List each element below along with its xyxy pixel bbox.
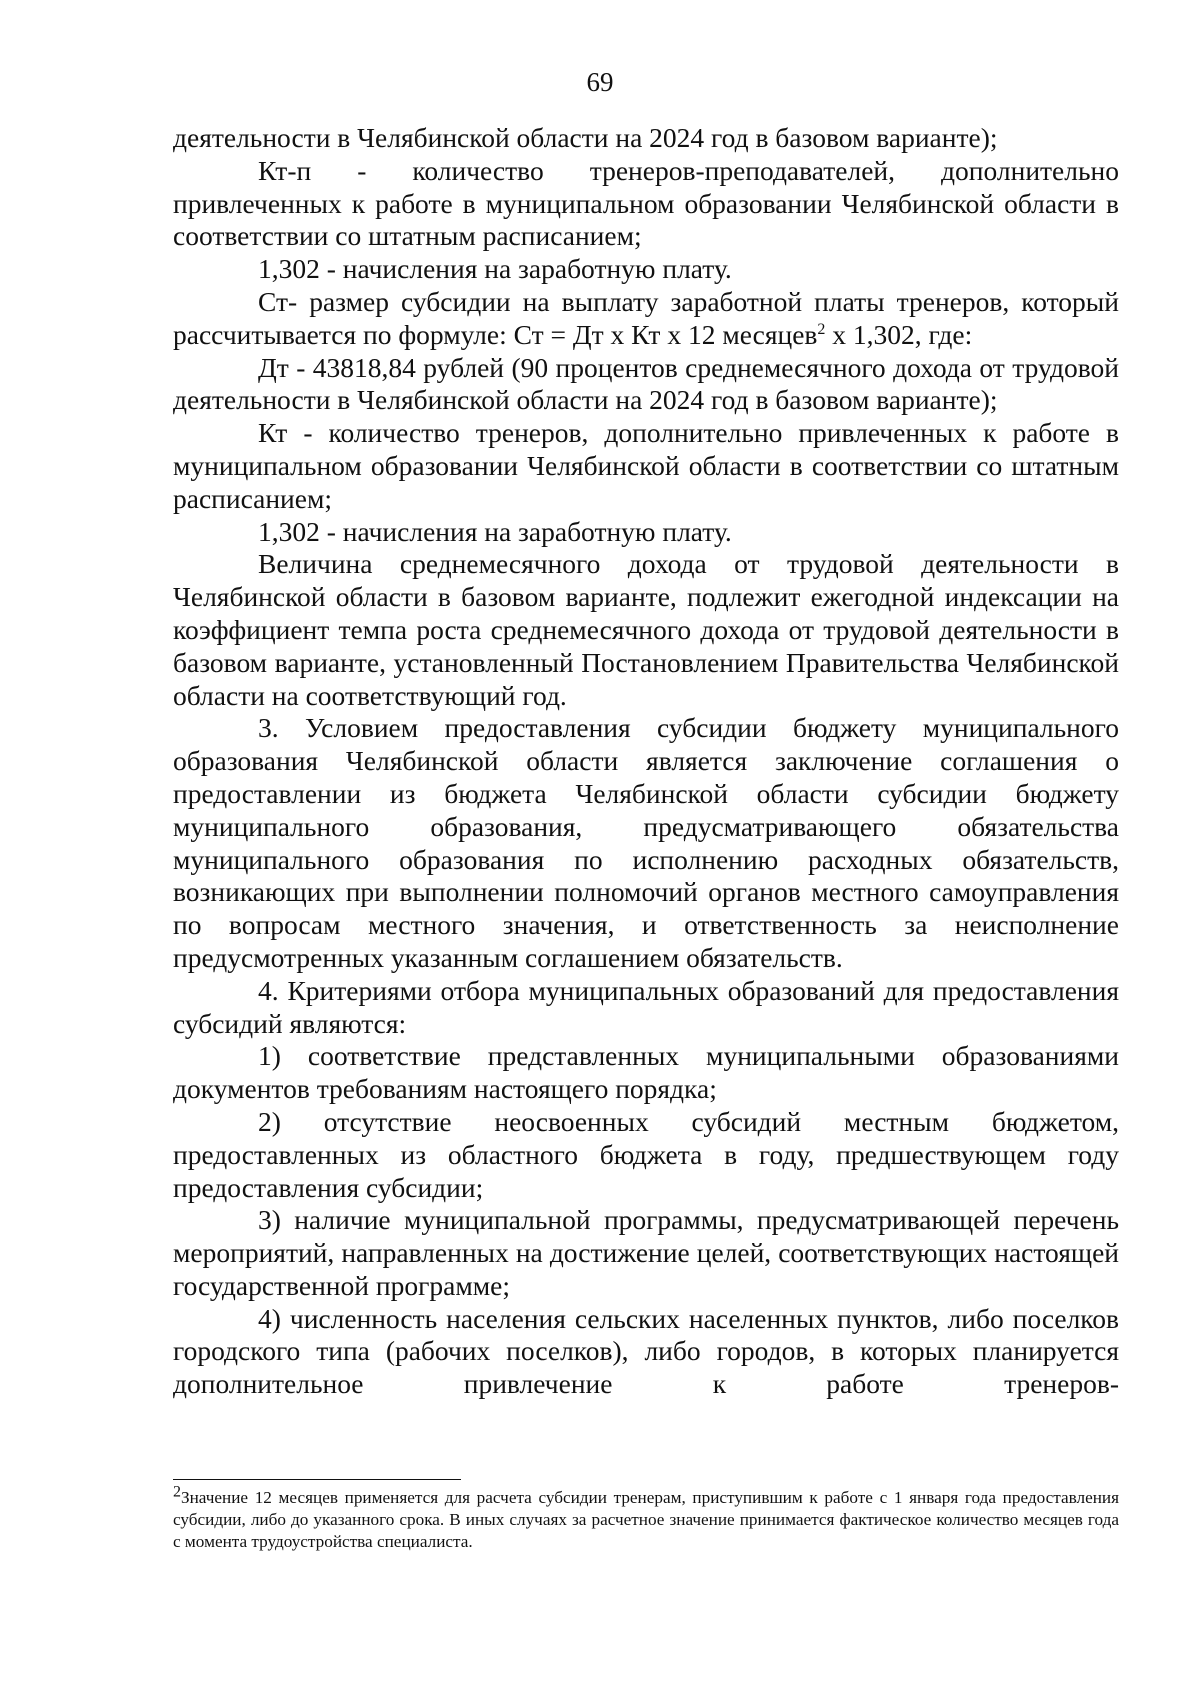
paragraph: 3. Условием предоставления субсидии бюджету муниципального образования Челябинской области является заключение соглашения о предоставлении из бюджета Челябинской области субсидии бюджету муниципального образования, предусматривающего обязательства муниципального образования по исполнению расходных обязательств, возникающих при выполнении полномочий органов местного самоуправления по вопросам местного значения, и ответственность за неисполнение предусмотренных указанным соглашением обязательств. <box>173 712 1119 973</box>
footnote-reference: 2 <box>817 320 826 338</box>
paragraph: 1,302 - начисления на заработную плату. <box>258 253 732 285</box>
footnote-separator <box>173 1479 461 1480</box>
list-item: 4) численность населения сельских населенных пунктов, либо поселков городского типа (рабочих поселков), либо городов, в которых планируется дополнительное привлечение к работе тренеров- <box>173 1302 1119 1400</box>
page-number: 69 <box>586 67 614 97</box>
footnote <box>173 1483 1119 1553</box>
list-item: 1) соответствие представленных муниципальными образованиями документов требованиям настоящего порядка; <box>173 1040 1119 1105</box>
paragraph: Величина среднемесячного дохода от трудовой деятельности в Челябинской области в базовом варианте, подлежит ежегодной индексации на коэффициент темпа роста среднемесячного дохода от трудовой деятельности в базовом варианте, установленный Постановлением Правительства Челябинской области на соответствующий год. <box>173 548 1119 711</box>
paragraph: Кт-п - количество тренеров-преподавателей, дополнительно привлеченных к работе в муниципальном образовании Челябинской области в соответствии со штатным расписанием; <box>173 154 1119 252</box>
paragraph: Дт - 43818,84 рублей (90 процентов среднемесячного дохода от трудовой деятельности в Челябинской области на 2024 год в базовом варианте); <box>173 351 1119 416</box>
paragraph: Кт - количество тренеров, дополнительно привлеченных к работе в муниципальном образовании Челябинской области в соответствии со штатным расписанием; <box>173 417 1119 514</box>
formula-text: Ст- размер субсидии на выплату заработной платы тренеров, который рассчитывается по формуле: Ст = Дт х Кт х 12 месяцев <box>173 285 1119 350</box>
paragraph: деятельности в Челябинской области на 2024 год в базовом варианте); <box>173 122 998 153</box>
paragraph: 4. Критериями отбора муниципальных образований для предоставления субсидий являются: <box>173 974 1119 1039</box>
body-text <box>173 122 1119 1401</box>
formula-tail: х 1,302, где: <box>825 318 973 350</box>
paragraph-formula <box>173 286 1119 352</box>
footnote-text: Значение 12 месяцев применяется для расчета субсидии тренерам, приступившим к работе с 1 января года предоставления субсидии, либо до указанного срока. В иных случаях за расчетное значение принимается фактическое количество месяцев года с момента трудоустройства специалиста. <box>173 1488 1119 1551</box>
list-item: 3) наличие муниципальной программы, предусматривающей перечень мероприятий, направленных на достижение целей, соответствующих настоящей государственной программе; <box>173 1204 1119 1301</box>
list-item: 2) отсутствие неосвоенных субсидий местным бюджетом, предоставленных из областного бюджета в году, предшествующем году предоставления субсидии; <box>173 1105 1119 1203</box>
footnote-number: 2 <box>173 1483 181 1501</box>
paragraph: 1,302 - начисления на заработную плату. <box>258 515 732 547</box>
